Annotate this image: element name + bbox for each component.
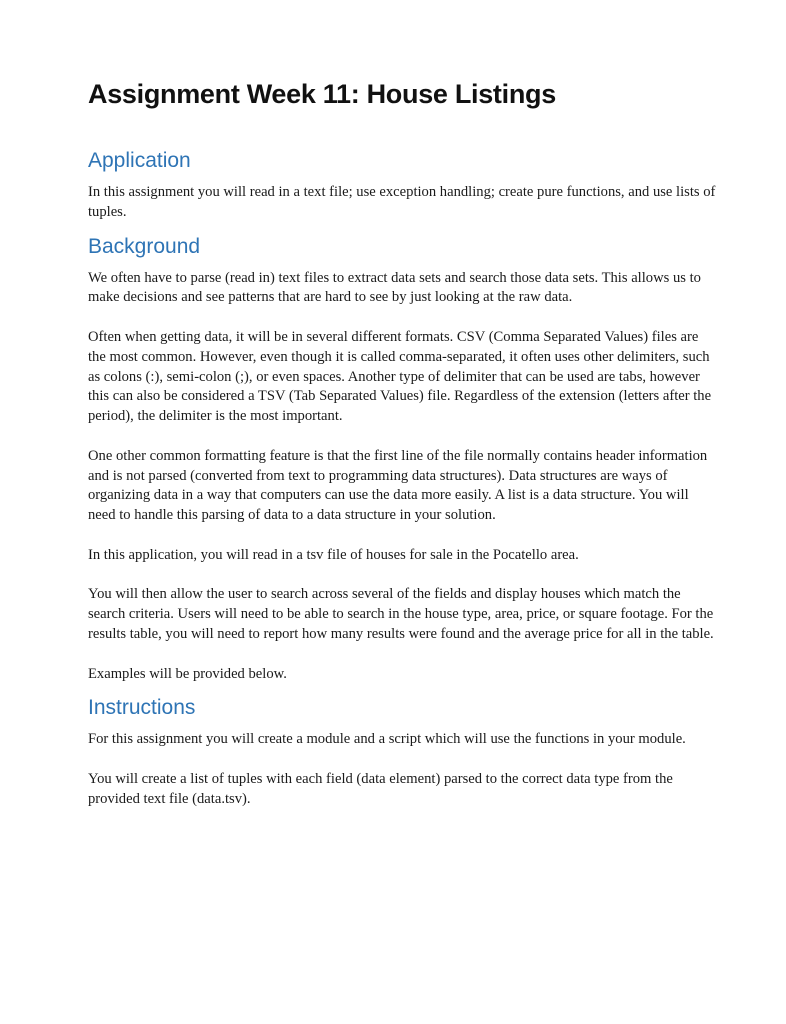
paragraph: Often when getting data, it will be in several different formats. CSV (Comma Separated Values) files are the most common. However, even though it is called comma-separated, it often uses other delimiters, such as colons (:), semi-colon (;), or even spaces. Another type of delimiter that can be used are tabs, however this can also be considered a TSV (Tab Separated Values) file. Regardless of the extension (letters after the period), the delimiter is the most important. — [88, 328, 712, 425]
paragraph: In this assignment you will read in a text file; use exception handling; create pure functions, and use lists of tuples. — [88, 184, 716, 220]
section-heading-background: Background — [88, 234, 201, 258]
paragraph: You will then allow the user to search across several of the fields and display houses which match the search criteria. Users will need to be able to search in the house type, area, price, or square footage. For the results table, you will need to report how many results were found and the average price for all in the table. — [88, 586, 714, 642]
paragraph: For this assignment you will create a module and a script which will use the functions in your module. — [88, 731, 686, 748]
section-application — [88, 147, 716, 223]
section-instructions — [88, 694, 716, 809]
document-title: Assignment Week 11: House Listings — [88, 79, 556, 109]
paragraph: In this application, you will read in a tsv file of houses for sale in the Pocatello area. — [88, 546, 579, 563]
document-page — [88, 74, 716, 820]
paragraph: We often have to parse (read in) text files to extract data sets and search those data sets. This allows us to make decisions and see patterns that are hard to see by just looking at the raw data. — [88, 269, 701, 306]
paragraph: You will create a list of tuples with each field (data element) parsed to the correct data type from the provided text file (data.tsv). — [88, 770, 673, 807]
paragraph: One other common formatting feature is that the first line of the file normally contains header information and is not parsed (converted from text to programming data structures). Data structures are ways of organizing data in a way that computers can use the data more easily. A list is a data structure. You will need to handle this parsing of data to a data structure in your solution. — [88, 447, 708, 524]
section-heading-application: Application — [88, 149, 191, 172]
section-background — [88, 233, 716, 685]
paragraph: Examples will be provided below. — [88, 665, 287, 682]
section-heading-instructions: Instructions — [88, 696, 196, 720]
